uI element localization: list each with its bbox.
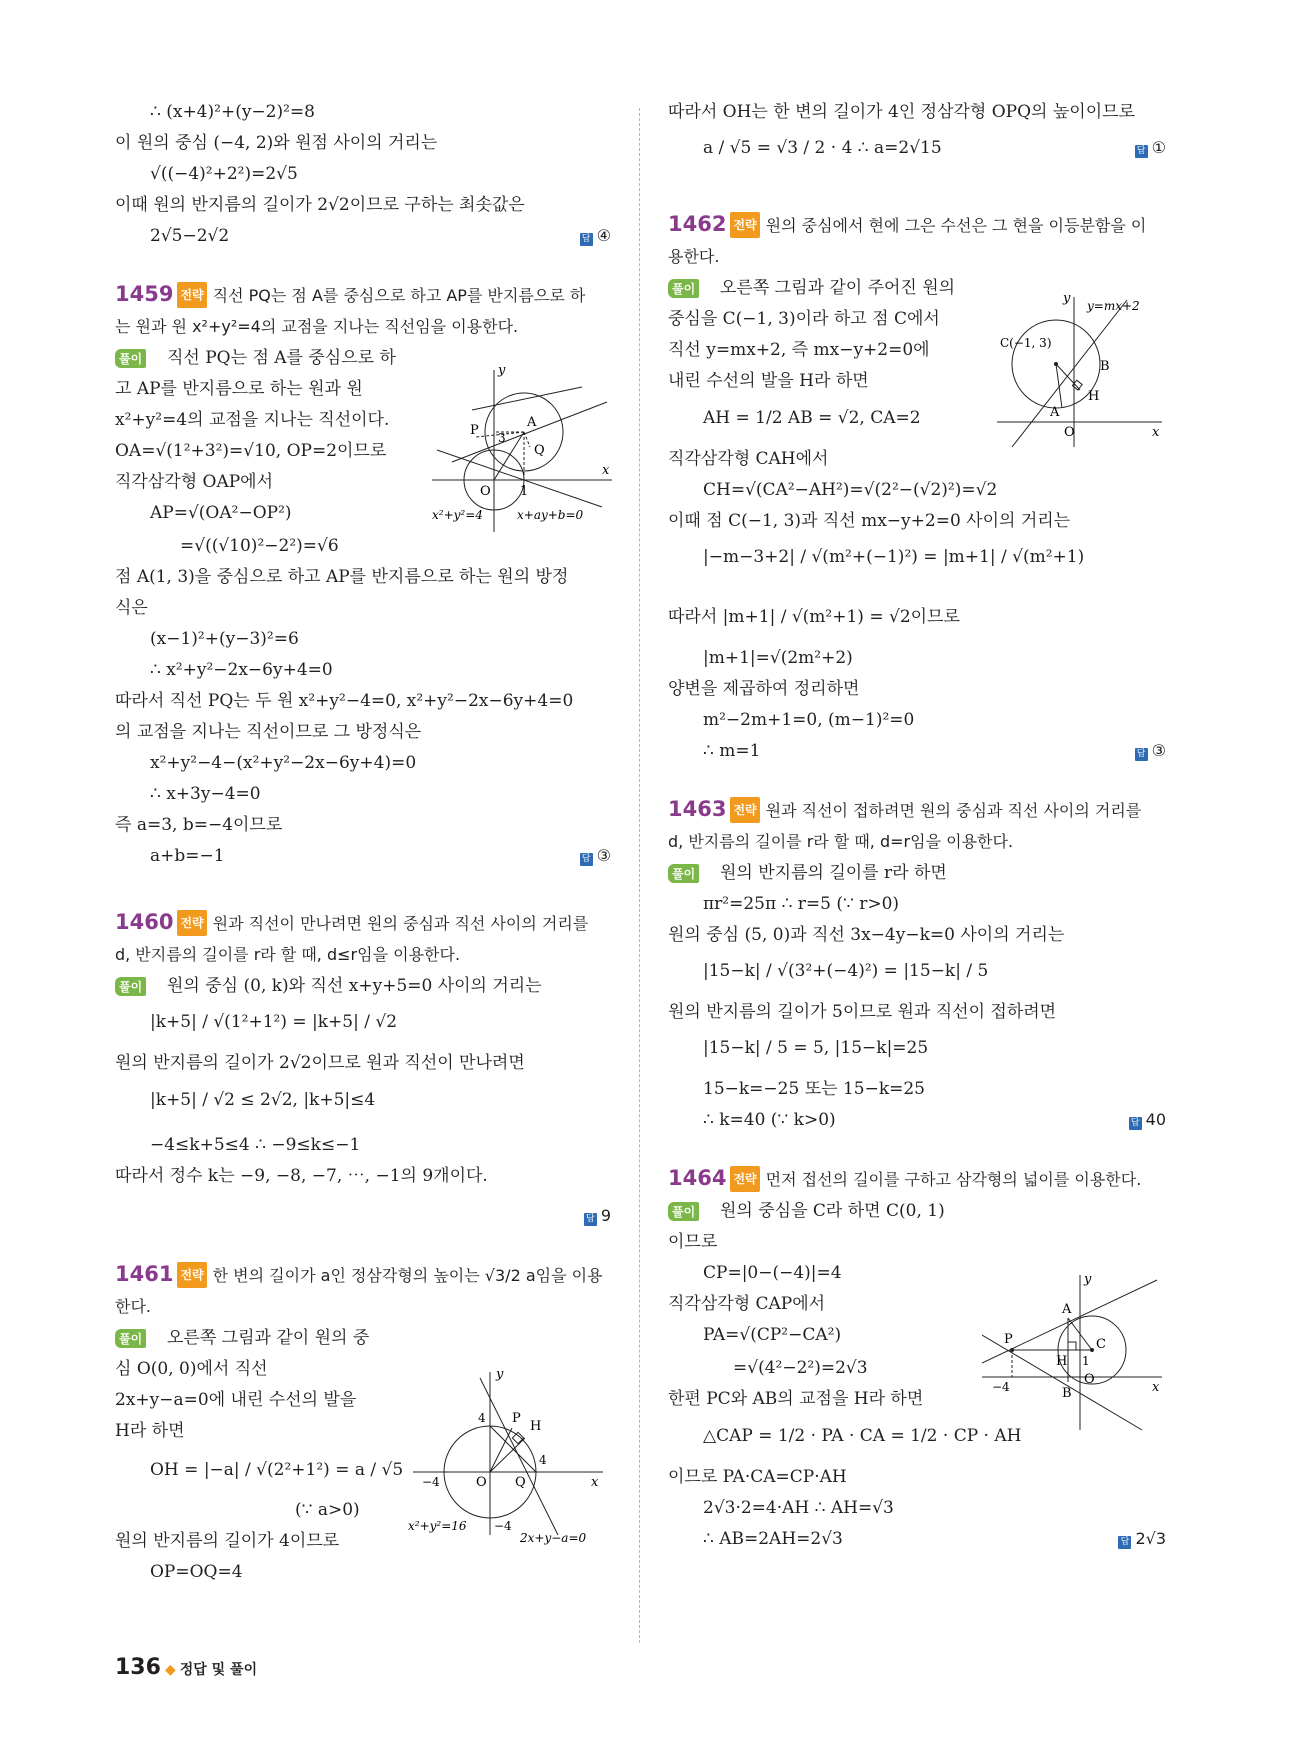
solution-line: a+b=−1	[150, 846, 225, 866]
solution-line: 따라서 직선 PQ는 두 원 x²+y²−4=0, x²+y²−2x−6y+4=0	[115, 691, 574, 711]
solution-line: 는 원과 원 x²+y²=4의 교점을 지나는 직선임을 이용한다.	[115, 317, 519, 336]
solution-line: 원의 반지름의 길이가 2√2이므로 원과 직선이 만나려면	[115, 1053, 525, 1073]
solution-line: =√((√10)²−2²)=√6	[180, 536, 339, 556]
problem-number: 1464	[668, 1166, 727, 1190]
solution-line: 이때 원의 반지름의 길이가 2√2이므로 구하는 최솟값은	[115, 195, 525, 215]
figure-1461	[408, 1370, 608, 1550]
solution-badge: 풀이	[115, 1329, 146, 1348]
solution-line: d, 반지름의 길이를 r라 할 때, d≤r임을 이용한다.	[115, 945, 461, 964]
solution-line: 원의 반지름의 길이가 5이므로 원과 직선이 접하려면	[668, 1002, 1057, 1022]
solution-line: 한다.	[115, 1297, 151, 1316]
problem-header	[115, 282, 585, 308]
solution-line: 원의 중심 (0, k)와 직선 x+y+5=0 사이의 거리는	[167, 976, 542, 996]
solution-line: |m+1|=√(2m²+2)	[703, 648, 853, 668]
solution-line: △CAP = 1/2 · PA · CA = 1/2 · CP · AH	[703, 1426, 1022, 1446]
solution-line: ∴ x²+y²−2x−6y+4=0	[150, 660, 333, 680]
answer-value: ③	[596, 846, 611, 865]
solution-line: 심 O(0, 0)에서 직선	[115, 1359, 268, 1379]
solution-line: 오른쪽 그림과 같이 주어진 원의	[720, 278, 956, 298]
solution-line: 직각삼각형 CAP에서	[668, 1294, 826, 1314]
fig-label-C: C	[1096, 1337, 1106, 1352]
solution-badge: 풀이	[668, 279, 699, 298]
fig-eq-line: x+ay+b=0	[517, 508, 584, 522]
solution-line: OH = |−a| / √(2²+1²) = a / √5	[150, 1460, 404, 1480]
solution-line: 따라서 |m+1| / √(m²+1) = √2이므로	[668, 607, 960, 627]
solution-line: 한편 PC와 AB의 교점을 H라 하면	[668, 1389, 924, 1409]
answer-icon: 답	[584, 1213, 597, 1226]
solution-badge: 풀이	[668, 1202, 699, 1221]
fig-label-4-right: 4	[539, 1453, 547, 1467]
solution-line: 직각삼각형 CAH에서	[668, 449, 829, 469]
solution-line: |15−k| / 5 = 5, |15−k|=25	[703, 1038, 929, 1058]
fig-label-O: O	[1084, 1372, 1095, 1387]
strategy-tag: 전략	[177, 1262, 206, 1288]
answer-icon: 답	[580, 233, 593, 246]
strategy-tag: 전략	[730, 797, 759, 823]
solution-line: 원의 중심을 C라 하면 C(0, 1)	[720, 1201, 945, 1221]
strategy-tag: 전략	[730, 212, 759, 238]
solution-line: 이때 점 C(−1, 3)과 직선 mx−y+2=0 사이의 거리는	[668, 511, 1071, 531]
solution-line: x²+y²=4의 교점을 지나는 직선이다.	[115, 410, 390, 430]
strategy-text: 원의 중심에서 현에 그은 수선은 그 현을 이등분함을 이	[765, 216, 1147, 235]
fig-label-O: O	[1064, 425, 1075, 440]
column-divider	[639, 108, 640, 1643]
solution-line: πr²=25π ∴ r=5 (∵ r>0)	[703, 894, 900, 914]
solution-line: ∴ (x+4)²+(y−2)²=8	[150, 102, 315, 122]
fig-label-4-top: 4	[478, 1411, 486, 1425]
solution-line: ∴ x+3y−4=0	[150, 784, 261, 804]
fig-label-neg4-bottom: −4	[494, 1519, 512, 1533]
solution-line: 양변을 제곱하여 정리하면	[668, 679, 860, 699]
solution-line: 2x+y−a=0에 내린 수선의 발을	[115, 1390, 357, 1410]
fig-eq-circle: x²+y²=16	[408, 1519, 467, 1533]
solution-line: 점 A(1, 3)을 중심으로 하고 AP를 반지름으로 하는 원의 방정	[115, 567, 569, 587]
fig-eq-line: 2x+y−a=0	[520, 1531, 587, 1545]
problem-header	[668, 1166, 1141, 1192]
solution-line: (∵ a>0)	[295, 1500, 360, 1520]
solution-line: AH = 1/2 AB = √2, CA=2	[703, 408, 921, 428]
fig-label-neg4: −4	[992, 1380, 1010, 1394]
fig-label-P: P	[1004, 1332, 1013, 1347]
solution-line: 15−k=−25 또는 15−k=25	[703, 1079, 926, 1099]
fig-label-neg4-left: −4	[422, 1475, 440, 1489]
diagram-1459	[432, 362, 612, 532]
fig-label-y-eq: y=mx+2	[1087, 299, 1140, 313]
answer	[584, 1204, 611, 1228]
fig-label-P: P	[512, 1411, 521, 1426]
problem-number: 1461	[115, 1262, 174, 1286]
solution-line: ∴ k=40 (∵ k>0)	[703, 1110, 836, 1130]
solution-line: =√(4²−2²)=2√3	[733, 1358, 868, 1378]
solution-line: 2√3·2=4·AH ∴ AH=√3	[703, 1498, 894, 1518]
solution-line: |k+5| / √(1²+1²) = |k+5| / √2	[150, 1012, 398, 1032]
answer-icon: 답	[1135, 145, 1148, 158]
solution-line: 원의 반지름의 길이가 4이므로	[115, 1531, 340, 1551]
solution-line: ∴ m=1	[703, 741, 761, 761]
answer	[580, 844, 611, 868]
solution-line: 직각삼각형 OAP에서	[115, 472, 274, 492]
solution-line: 오른쪽 그림과 같이 원의 중	[167, 1328, 370, 1348]
fig-label-x: x	[602, 463, 610, 478]
fig-label-x: x	[1152, 425, 1160, 440]
answer-value: ④	[596, 226, 611, 245]
solution-line: 이 원의 중심 (−4, 2)와 원점 사이의 거리는	[115, 133, 438, 153]
solution-line: 용한다.	[668, 247, 720, 266]
fig-label-1: 1	[1082, 1354, 1090, 1368]
solution-line: OP=OQ=4	[150, 1562, 243, 1582]
solution-line: 즉 a=3, b=−4이므로	[115, 815, 283, 835]
strategy-text: 먼저 접선의 길이를 구하고 삼각형의 넓이를 이용한다.	[765, 1170, 1142, 1189]
problem-number: 1460	[115, 910, 174, 934]
answer	[1129, 1108, 1166, 1132]
solution-line: 따라서 정수 k는 −9, −8, −7, ⋯, −1의 9개이다.	[115, 1166, 488, 1186]
fig-label-x: x	[1152, 1380, 1160, 1395]
problem-header	[115, 910, 588, 936]
solution-line: 따라서 OH는 한 변의 길이가 4인 정삼각형 OPQ의 높이이므로	[668, 102, 1135, 122]
fig-label-B: B	[1062, 1386, 1072, 1401]
fig-label-B: B	[1100, 359, 1110, 374]
solution-line: |−m−3+2| / √(m²+(−1)²) = |m+1| / √(m²+1)	[703, 547, 1085, 567]
fig-label-O: O	[480, 484, 491, 499]
fig-label-y: y	[1084, 1275, 1092, 1287]
problem-number: 1463	[668, 797, 727, 821]
solution-line: d, 반지름의 길이를 r라 할 때, d=r임을 이용한다.	[668, 832, 1014, 851]
problem-number: 1459	[115, 282, 174, 306]
fig-label-H: H	[1056, 1354, 1068, 1369]
solution-badge: 풀이	[668, 864, 699, 883]
strategy-text: 원과 직선이 만나려면 원의 중심과 직선 사이의 거리를	[212, 914, 589, 933]
problem-header	[668, 212, 1146, 238]
solution-line: AP=√(OA²−OP²)	[150, 503, 292, 523]
strategy-text: 직선 PQ는 점 A를 중심으로 하고 AP를 반지름으로 하	[212, 286, 586, 305]
solution-line: |k+5| / √2 ≤ 2√2, |k+5|≤4	[150, 1090, 376, 1110]
solution-line: a / √5 = √3 / 2 · 4 ∴ a=2√15	[703, 138, 942, 158]
solution-line: 직선 PQ는 점 A를 중심으로 하	[167, 348, 396, 368]
solution-badge: 풀이	[115, 349, 146, 368]
solution-line: CP=|0−(−4)|=4	[703, 1263, 842, 1283]
problem-header	[668, 797, 1141, 823]
solution-line: |15−k| / √(3²+(−4)²) = |15−k| / 5	[703, 961, 989, 981]
solution-line: √((−4)²+2²)=2√5	[150, 164, 298, 184]
answer	[1135, 739, 1166, 763]
answer-icon: 답	[1135, 748, 1148, 761]
solution-line: CH=√(CA²−AH²)=√(2²−(√2)²)=√2	[703, 480, 998, 500]
solution-line: 의 교점을 지나는 직선이므로 그 방정식은	[115, 722, 422, 742]
solution-line: 2√5−2√2	[150, 226, 230, 246]
figure-1464	[982, 1275, 1167, 1440]
strategy-text: 원과 직선이 접하려면 원의 중심과 직선 사이의 거리를	[765, 801, 1142, 820]
fig-label-1: 1	[520, 484, 529, 499]
solution-line: ∴ AB=2AH=2√3	[703, 1529, 843, 1549]
solution-line: 식은	[115, 598, 148, 618]
solution-line: PA=√(CP²−CA²)	[703, 1325, 842, 1345]
fig-label-x: x	[591, 1475, 599, 1490]
fig-label-H: H	[1088, 389, 1100, 404]
problem-number: 1462	[668, 212, 727, 236]
fig-label-A: A	[527, 415, 537, 430]
fig-label-A: A	[1062, 1302, 1072, 1317]
diagram-1464	[982, 1275, 1167, 1435]
solution-line: H라 하면	[115, 1421, 185, 1441]
answer-value: ③	[1151, 741, 1166, 760]
answer	[1118, 1527, 1166, 1551]
solution-line: 내린 수선의 발을 H라 하면	[668, 371, 869, 391]
fig-label-C: C(−1, 3)	[1000, 336, 1052, 350]
solution-line: (x−1)²+(y−3)²=6	[150, 629, 299, 649]
solution-line: 직선 y=mx+2, 즉 mx−y+2=0에	[668, 340, 930, 360]
solution-line: 이므로 PA·CA=CP·AH	[668, 1467, 847, 1487]
solution-line: 원의 반지름의 길이를 r라 하면	[720, 863, 947, 883]
solution-badge: 풀이	[115, 977, 146, 996]
strategy-text: 한 변의 길이가 a인 정삼각형의 높이는 √3/2 a임을 이용	[212, 1266, 603, 1285]
solution-line: x²+y²−4−(x²+y²−2x−6y+4)=0	[150, 753, 417, 773]
answer-value: 40	[1145, 1110, 1166, 1129]
fig-label-H: H	[530, 1419, 542, 1434]
answer-icon: 답	[580, 853, 593, 866]
diagram-1462	[992, 292, 1167, 452]
answer-value: 2√3	[1135, 1529, 1166, 1548]
bullet-icon: ◆	[164, 1662, 176, 1678]
fig-label-Q: Q	[515, 1475, 526, 1490]
solution-line: −4≤k+5≤4 ∴ −9≤k≤−1	[150, 1135, 361, 1155]
answer-value: 9	[600, 1206, 611, 1225]
fig-label-O: O	[476, 1475, 487, 1490]
strategy-tag: 전략	[730, 1166, 759, 1192]
fig-eq-circle: x²+y²=4	[432, 508, 483, 522]
answer-icon: 답	[1118, 1536, 1131, 1549]
solution-line: 원의 중심 (5, 0)과 직선 3x−4y−k=0 사이의 거리는	[668, 925, 1065, 945]
solution-line: 중심을 C(−1, 3)이라 하고 점 C에서	[668, 309, 940, 329]
footer-label: 정답 및 풀이	[179, 1662, 258, 1678]
solution-line: OA=√(1²+3²)=√10, OP=2이므로	[115, 441, 387, 461]
solution-line: 이므로	[668, 1232, 718, 1252]
strategy-tag: 전략	[177, 282, 206, 308]
answer	[1135, 136, 1166, 160]
fig-label-y: y	[1063, 292, 1071, 306]
fig-label-y: y	[498, 363, 506, 378]
solution-line: 고 AP를 반지름으로 하는 원과 원	[115, 379, 363, 399]
fig-label-y: y	[496, 1370, 504, 1382]
figure-1462	[992, 292, 1167, 457]
answer-value: ①	[1151, 138, 1166, 157]
solution-line: m²−2m+1=0, (m−1)²=0	[703, 710, 915, 730]
answer-icon: 답	[1129, 1117, 1142, 1130]
fig-label-Q: Q	[534, 443, 545, 458]
fig-label-3: 3	[498, 431, 506, 445]
fig-label-P: P	[470, 423, 479, 438]
page-number: 136	[115, 1655, 161, 1680]
problem-header	[115, 1262, 603, 1288]
fig-label-A: A	[1050, 405, 1060, 420]
diagram-1461	[408, 1370, 608, 1545]
figure-1459	[432, 362, 612, 537]
page-footer	[115, 1655, 257, 1680]
strategy-tag: 전략	[177, 910, 206, 936]
answer	[580, 224, 611, 248]
